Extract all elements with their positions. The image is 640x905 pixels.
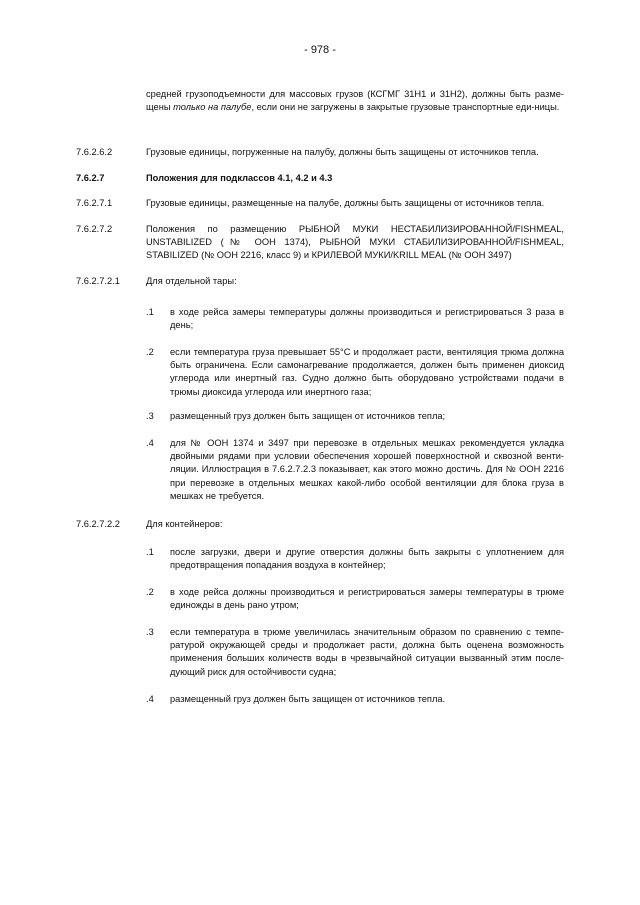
list-item-text: размещенный груз должен быть защищен от источников тепла.	[170, 694, 446, 704]
list-item-text: если температура груза превышает 55°С и продолжает расти, вентиляция трюма должна быть ограничена. Если самонагревание продолжается, должен быть применен диоксид углерода или инертный газ. Судно должно быть оборудовано устройствами подачи в трюмы диоксида углерода или инертного газа;	[170, 347, 564, 397]
section-7-6-2-7-2-2-number: 7.6.2.7.2.2	[76, 519, 120, 529]
intro-paragraph	[146, 88, 564, 114]
section-7-6-2-7-2-number: 7.6.2.7.2	[76, 224, 113, 234]
list-item-text: размещенный груз должен быть защищен от источников тепла;	[170, 411, 446, 421]
section-7-6-2-7-2-2-text: Для контейнеров:	[146, 519, 223, 529]
list-item-number: .1	[146, 307, 154, 317]
list-item-text: если температура в трюме увеличилась значительным образом по сравнению с темпе-ратурой окружающей среды и продолжает расти, должна быть оценена возможность применения больших количеств воды в чрезвычайной ситуации вызванный этим после-дующий риск для остойчивости судна;	[170, 627, 564, 677]
section-7-6-2-7-number: 7.6.2.7	[76, 173, 105, 183]
section-7-6-2-6-2-number: 7.6.2.6.2	[76, 147, 113, 157]
list-item-text: в ходе рейса замеры температуры должны производиться и регистрироваться 3 раза в день;	[170, 307, 564, 331]
section-7-6-2-7-2-1-text: Для отдельной тары:	[146, 276, 237, 286]
list-item-text: в ходе рейса должны производиться и регистрироваться замеры температуры в трюме единожды в день рано утром;	[170, 587, 564, 611]
list-item-text: после загрузки, двери и другие отверстия должны быть закрыты с уплотнением для предотвращения попадания воздуха в контейнер;	[170, 547, 564, 571]
list-item-number: .2	[146, 347, 154, 357]
intro-text-part1: средней грузоподъемности для массовых грузов (КСГМГ 31Н1 и 31Н2), должны быть разме-щены	[146, 89, 564, 113]
section-7-6-2-7-2-text: Положения по размещению РЫБНОЙ МУКИ НЕСТАБИЛИЗИРОВАННОЙ/FISHMEAL, UNSTABILIZED (№ ООН 1374), РЫБНОЙ МУКИ СТАБИЛИЗИРОВАННОЙ/FISHMEAL, STABILIZED (№ ООН 2216, класс 9) и КРИЛЕВОЙ МУКИ/KRILL MEAL (№ ООН 3497)	[146, 224, 564, 261]
list-item-number: .3	[146, 411, 154, 421]
list-item-number: .4	[146, 694, 154, 704]
section-7-6-2-7-1-number: 7.6.2.7.1	[76, 198, 113, 208]
list-item-text: для № ООН 1374 и 3497 при перевозке в отдельных мешках рекомендуется укладка двойными рядами при условии обеспечения хорошей поверхностной и сквозной венти-ляции. Иллюстрация в 7.6.2.7.2.3 показывает, как этого можно достичь. Для № ООН 2216 при перевозке в отдельных мешках какой-либо особой вентиляции для блока груза в мешках не требуется.	[170, 438, 564, 501]
list-item-number: .1	[146, 547, 154, 557]
page-number: - 978 -	[304, 44, 336, 56]
intro-text-part2: , если они не загружены в закрытые грузовые транспортные еди-ницы.	[251, 102, 560, 113]
intro-text-italic: только на палубе	[173, 102, 252, 113]
section-7-6-2-7-1-text: Грузовые единицы, размещенные на палубе, должны быть защищены от источников тепла.	[146, 198, 545, 208]
list-item-number: .3	[146, 627, 154, 637]
section-7-6-2-6-2-text: Грузовые единицы, погруженные на палубу, должны быть защищены от источников тепла.	[146, 147, 539, 157]
section-7-6-2-7-heading: Положения для подклассов 4.1, 4.2 и 4.3	[146, 173, 333, 183]
section-7-6-2-7-2-1-number: 7.6.2.7.2.1	[76, 276, 120, 286]
list-item-number: .4	[146, 438, 154, 448]
list-item-number: .2	[146, 587, 154, 597]
